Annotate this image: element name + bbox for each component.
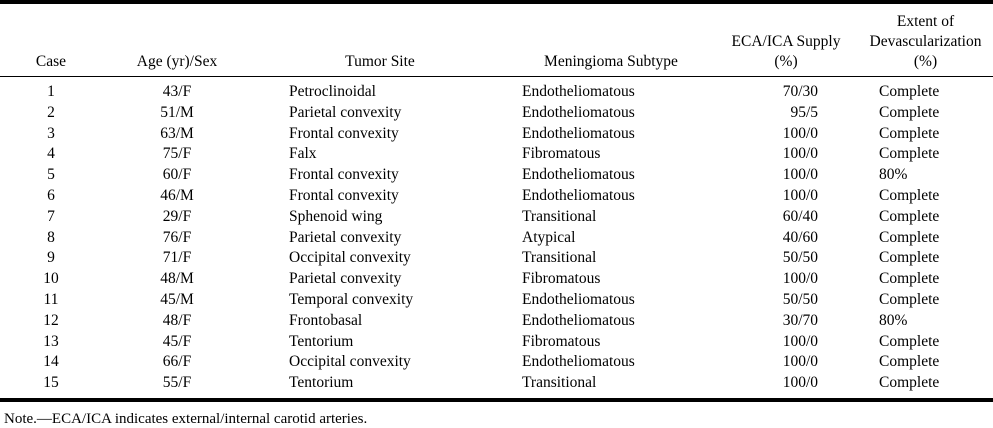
table-row bbox=[0, 248, 993, 269]
cell-tumor-site: Petroclinoidal bbox=[289, 83, 376, 100]
cell-case: 7 bbox=[47, 207, 55, 225]
cell-tumor-site: Sphenoid wing bbox=[289, 207, 383, 225]
cell-tumor-site: Parietal convexity bbox=[289, 228, 402, 246]
cell-case: 9 bbox=[47, 249, 55, 267]
cell-devascularization: Complete bbox=[879, 374, 940, 392]
cell-devascularization: Complete bbox=[879, 207, 940, 225]
cell-age-sex: 76/F bbox=[162, 228, 192, 246]
cell-case: 12 bbox=[43, 311, 59, 329]
cell-devascularization: Complete bbox=[879, 124, 940, 142]
cell-devascularization: Complete bbox=[879, 228, 940, 246]
cell-case: 6 bbox=[47, 186, 55, 204]
header-devasc-line2: Devascularization bbox=[869, 33, 982, 50]
cell-subtype: Endotheliomatous bbox=[522, 83, 635, 100]
cell-tumor-site: Parietal convexity bbox=[289, 270, 402, 288]
cell-tumor-site: Parietal convexity bbox=[289, 103, 402, 121]
cell-subtype: Transitional bbox=[522, 207, 597, 225]
cell-tumor-site: Frontal convexity bbox=[289, 186, 399, 204]
cell-eca-ica-supply: 50/50 bbox=[782, 290, 818, 308]
cell-devascularization: Complete bbox=[879, 186, 940, 204]
cell-subtype: Fibromatous bbox=[522, 332, 601, 350]
cell-devascularization: Complete bbox=[879, 290, 940, 308]
cell-tumor-site: Falx bbox=[289, 145, 317, 163]
data-table bbox=[0, 8, 993, 394]
cell-tumor-site: Frontal convexity bbox=[289, 166, 399, 184]
cell-eca-ica-supply: 100/0 bbox=[782, 332, 818, 350]
cell-eca-ica-supply: 100/0 bbox=[782, 270, 818, 288]
cell-subtype: Endotheliomatous bbox=[522, 353, 635, 371]
cell-subtype: Transitional bbox=[522, 249, 597, 267]
table-row bbox=[0, 290, 993, 311]
cell-devascularization: 80% bbox=[879, 166, 908, 184]
cell-subtype: Endotheliomatous bbox=[522, 166, 635, 184]
cell-age-sex: 29/F bbox=[162, 207, 192, 225]
cell-age-sex: 51/M bbox=[160, 103, 194, 121]
cell-case: 1 bbox=[47, 83, 55, 100]
cell-eca-ica-supply: 70/30 bbox=[782, 83, 818, 100]
header-devasc-line1: Extent of bbox=[896, 13, 955, 30]
cell-case: 5 bbox=[47, 166, 55, 184]
cell-subtype: Atypical bbox=[522, 228, 576, 246]
cell-devascularization: Complete bbox=[879, 145, 940, 163]
cell-subtype: Transitional bbox=[522, 374, 597, 392]
cell-case: 2 bbox=[47, 103, 55, 121]
table-row bbox=[0, 373, 993, 394]
table-row bbox=[0, 332, 993, 353]
header-eca-ica-line1: ECA/ICA Supply bbox=[731, 33, 841, 50]
cell-subtype: Fibromatous bbox=[522, 145, 601, 163]
header-devasc-line3: (%) bbox=[913, 53, 938, 70]
cell-case: 15 bbox=[43, 374, 59, 392]
top-rule bbox=[0, 0, 993, 4]
cell-age-sex: 45/M bbox=[160, 290, 194, 308]
cell-age-sex: 45/F bbox=[162, 332, 192, 350]
cell-age-sex: 63/M bbox=[160, 124, 194, 142]
header-subtype: Meningioma Subtype bbox=[544, 53, 678, 70]
table-row bbox=[0, 144, 993, 165]
cell-devascularization: Complete bbox=[879, 353, 940, 371]
cell-eca-ica-supply: 100/0 bbox=[782, 186, 818, 204]
cell-eca-ica-supply: 100/0 bbox=[782, 374, 818, 392]
cell-age-sex: 60/F bbox=[162, 166, 192, 184]
bottom-rule bbox=[0, 398, 993, 402]
table-row bbox=[0, 311, 993, 332]
cell-age-sex: 55/F bbox=[162, 374, 192, 392]
cell-eca-ica-supply: 60/40 bbox=[782, 207, 818, 225]
cell-devascularization: 80% bbox=[879, 311, 908, 329]
cell-tumor-site: Occipital convexity bbox=[289, 249, 411, 267]
cell-age-sex: 48/F bbox=[162, 311, 192, 329]
cell-tumor-site: Frontal convexity bbox=[289, 124, 399, 142]
cell-subtype: Endotheliomatous bbox=[522, 290, 635, 308]
cell-subtype: Fibromatous bbox=[522, 270, 601, 288]
cell-case: 4 bbox=[47, 145, 55, 163]
cell-eca-ica-supply: 100/0 bbox=[782, 145, 818, 163]
cell-case: 11 bbox=[43, 290, 59, 308]
header-spacer bbox=[0, 72, 993, 82]
cell-eca-ica-supply: 95/5 bbox=[790, 103, 818, 121]
cell-devascularization: Complete bbox=[879, 332, 940, 350]
cell-tumor-site: Occipital convexity bbox=[289, 353, 411, 371]
table-row bbox=[0, 186, 993, 207]
cell-case: 13 bbox=[43, 332, 59, 350]
table-row bbox=[0, 165, 993, 186]
cell-devascularization: Complete bbox=[879, 249, 940, 267]
cell-tumor-site: Frontobasal bbox=[289, 311, 363, 329]
header-eca-ica bbox=[714, 8, 858, 72]
cell-eca-ica-supply: 50/50 bbox=[782, 249, 818, 267]
cell-tumor-site: Temporal convexity bbox=[289, 290, 414, 308]
table-row bbox=[0, 82, 993, 103]
table-note: Note.—ECA/ICA indicates external/internal carotid arteries. bbox=[4, 411, 368, 427]
cell-tumor-site: Tentorium bbox=[289, 332, 354, 350]
cell-age-sex: 75/F bbox=[162, 145, 192, 163]
cell-subtype: Endotheliomatous bbox=[522, 124, 635, 142]
cell-subtype: Endotheliomatous bbox=[522, 311, 635, 329]
cell-eca-ica-supply: 100/0 bbox=[782, 353, 818, 371]
cell-eca-ica-supply: 30/70 bbox=[782, 311, 818, 329]
header-age-sex: Age (yr)/Sex bbox=[136, 53, 218, 70]
header-tumor-site: Tumor Site bbox=[345, 53, 415, 70]
cell-eca-ica-supply: 100/0 bbox=[782, 166, 818, 184]
cell-subtype: Endotheliomatous bbox=[522, 103, 635, 121]
header-eca-ica-line2: (%) bbox=[774, 53, 798, 70]
cell-case: 8 bbox=[47, 228, 55, 246]
table-body bbox=[0, 82, 993, 394]
cell-devascularization: Complete bbox=[879, 103, 940, 121]
cell-age-sex: 46/M bbox=[160, 186, 194, 204]
cell-subtype: Endotheliomatous bbox=[522, 186, 635, 204]
table-row bbox=[0, 207, 993, 228]
cell-eca-ica-supply: 40/60 bbox=[782, 228, 818, 246]
header-devascularization bbox=[858, 8, 993, 72]
cell-case: 3 bbox=[47, 124, 55, 142]
cell-case: 10 bbox=[43, 270, 59, 288]
cell-devascularization: Complete bbox=[879, 270, 940, 288]
cell-eca-ica-supply: 100/0 bbox=[782, 124, 818, 142]
cell-age-sex: 48/M bbox=[160, 270, 194, 288]
table-row bbox=[0, 228, 993, 249]
table-row bbox=[0, 269, 993, 290]
cell-devascularization: Complete bbox=[879, 83, 940, 100]
table-row bbox=[0, 103, 993, 124]
header-case: Case bbox=[35, 53, 67, 70]
cell-age-sex: 66/F bbox=[162, 353, 192, 371]
table-row bbox=[0, 124, 993, 145]
cell-tumor-site: Tentorium bbox=[289, 374, 354, 392]
cell-age-sex: 43/F bbox=[162, 83, 192, 100]
cell-case: 14 bbox=[43, 353, 59, 371]
table-row bbox=[0, 352, 993, 373]
header-row bbox=[0, 8, 993, 72]
cell-age-sex: 71/F bbox=[162, 249, 192, 267]
